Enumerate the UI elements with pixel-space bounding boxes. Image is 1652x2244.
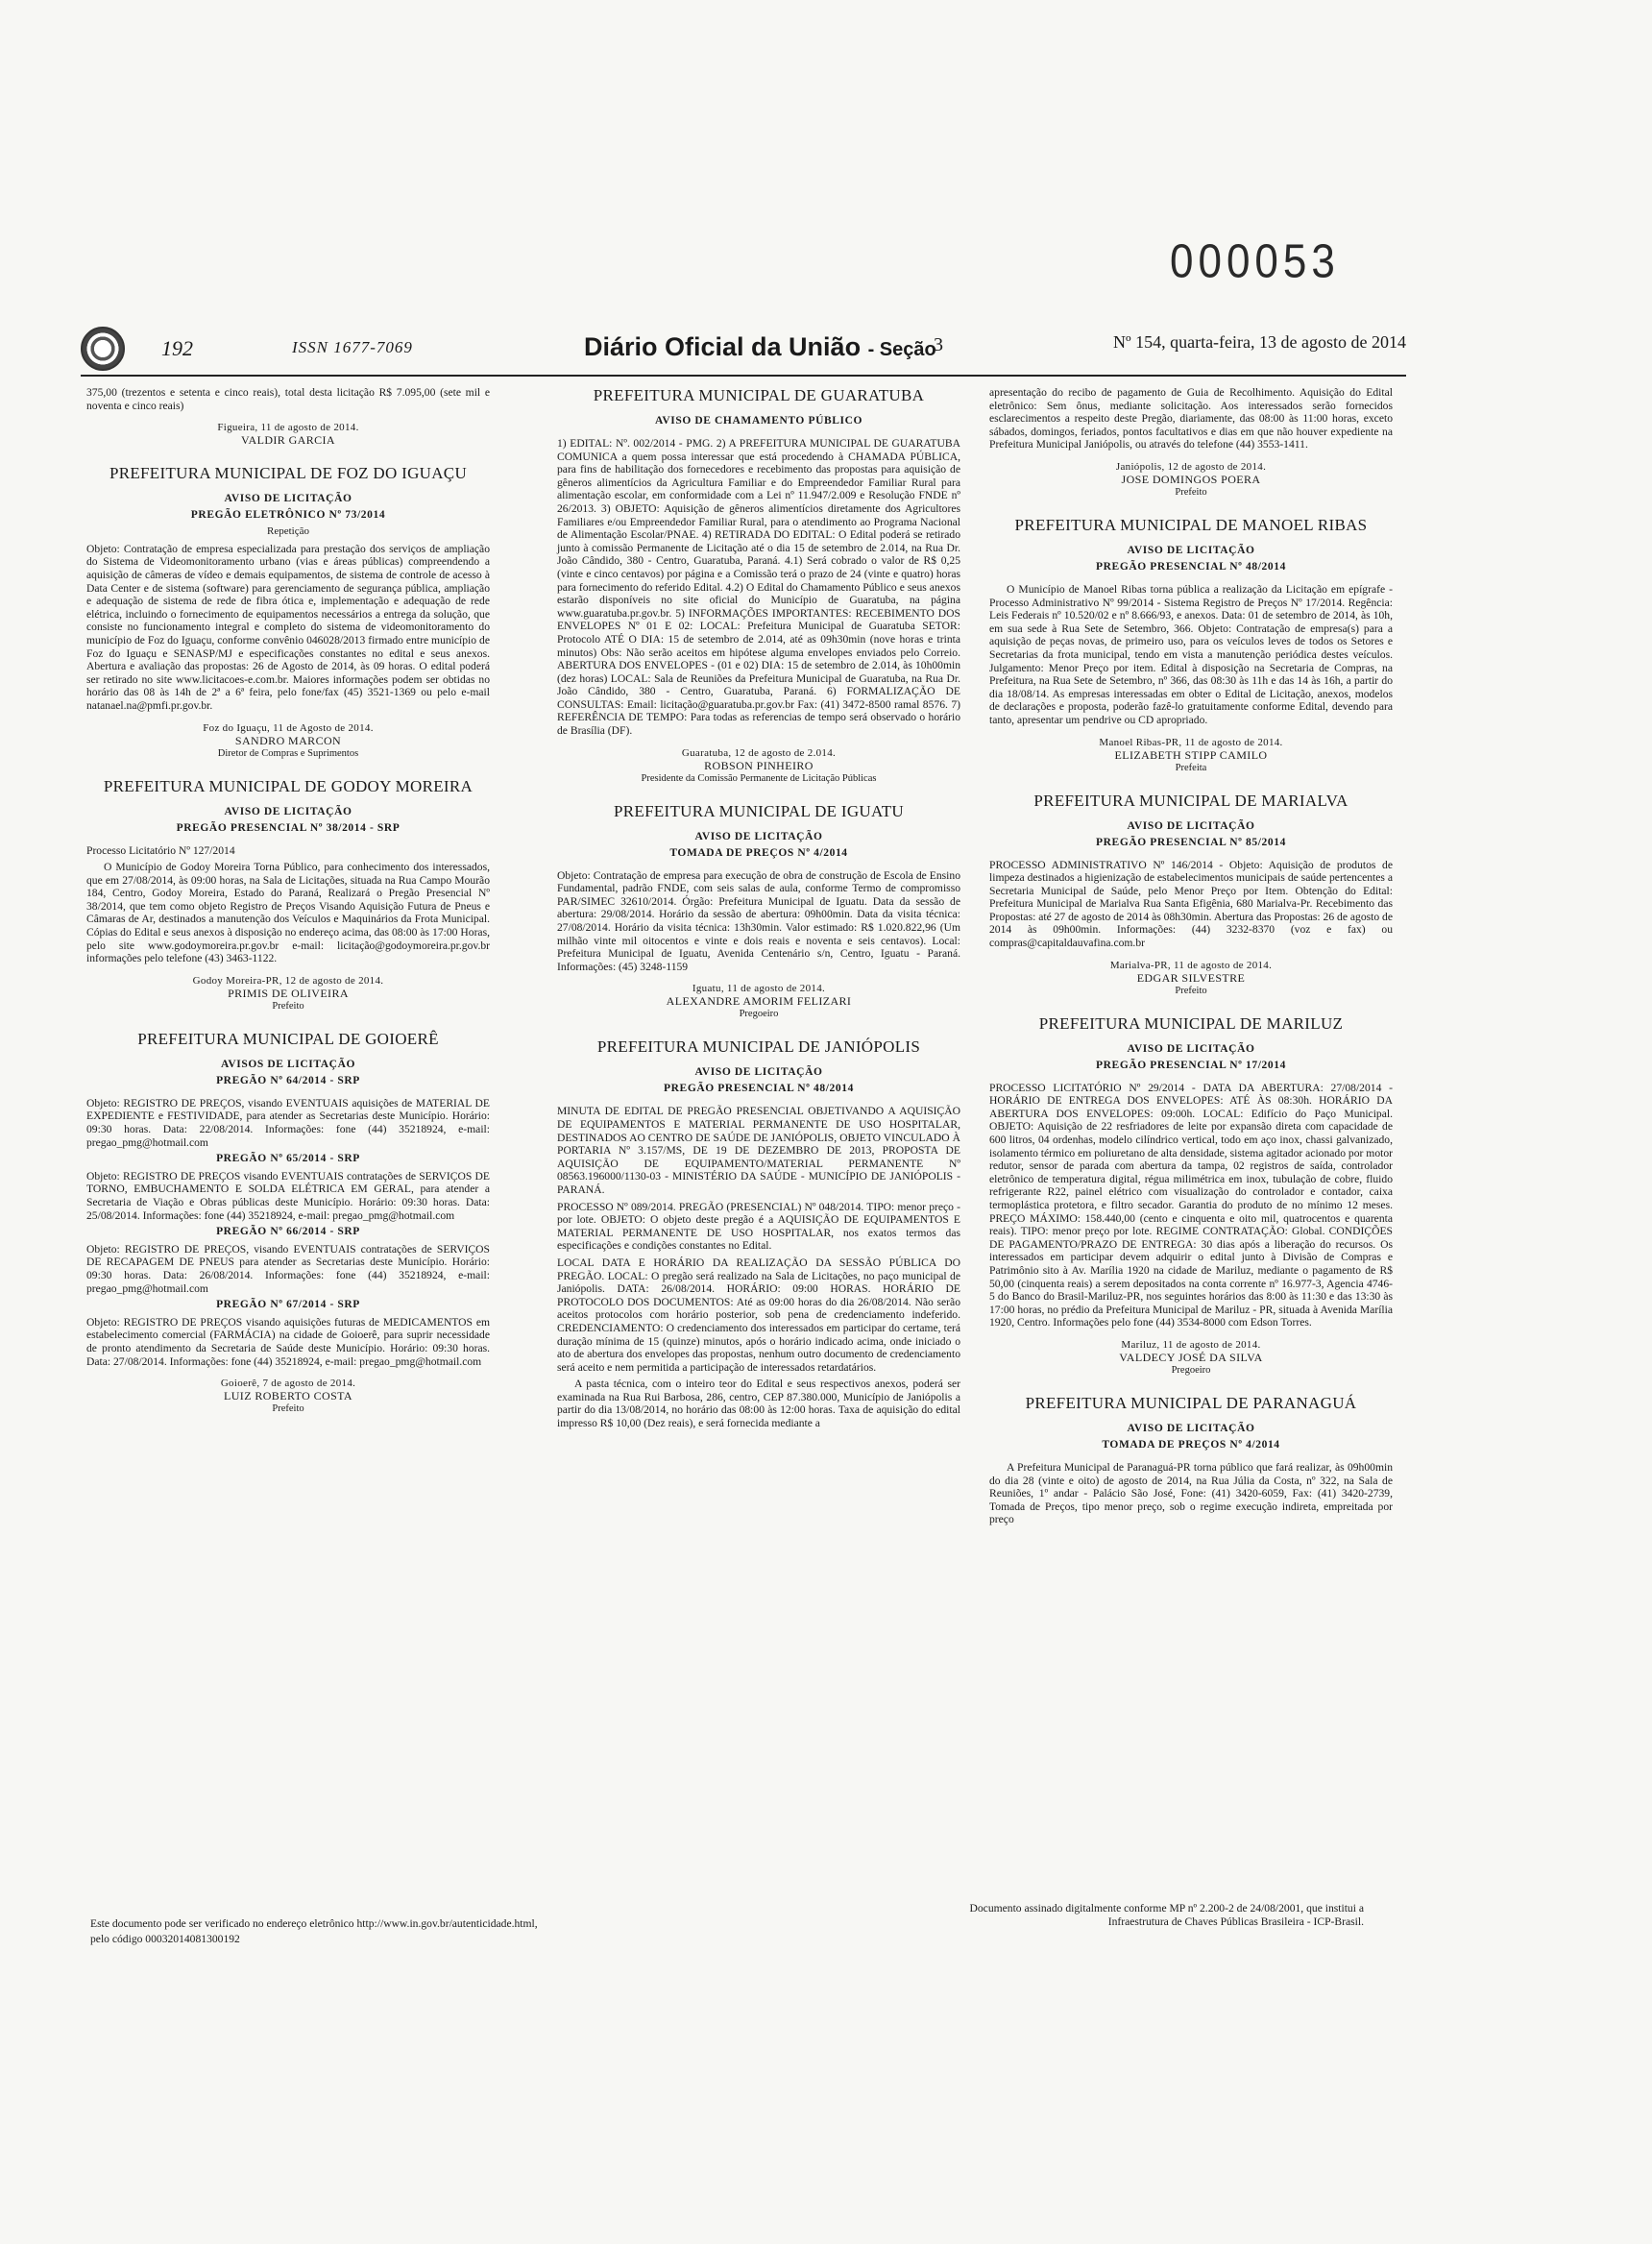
issue-info: Nº 154, quarta-feira, 13 de agosto de 2014 [1113, 332, 1406, 352]
signature-name: VALDIR GARCIA [241, 433, 335, 448]
signature-name: LUIZ ROBERTO COSTA [224, 1389, 352, 1403]
notice-type: AVISOS DE LICITAÇÃO [220, 1058, 356, 1070]
notice-type: AVISO DE LICITAÇÃO [1127, 544, 1255, 556]
signature-place: Foz do Iguaçu, 11 de Agosto de 2014. [203, 721, 374, 734]
signature-name: ALEXANDRE AMORIM FELIZARI [666, 994, 852, 1009]
notice-type: AVISO DE LICITAÇÃO [224, 493, 352, 505]
signature-role: Pregoeiro [739, 1009, 779, 1020]
signature-place: Figueira, 11 de agosto de 2014. [217, 422, 359, 434]
column-1 [86, 386, 490, 1415]
notice-heading: PREFEITURA MUNICIPAL DE PARANAGUÁ [1025, 1393, 1357, 1412]
notice-body: Processo Licitatório Nº 127/2014 [86, 843, 235, 857]
notice-body: Objeto: REGISTRO DE PREÇOS, visando EVENTUAIS contratações de SERVIÇOS DE RECAPAGEM DE PNEUS para atender as Secretarias deste Município. Horário: 09:30 horas. Data: 26/08/2014. Informações: fone (44) 35218924, e-mail: pregao_pmg@hotmail.com [86, 1242, 490, 1295]
notice-number: PREGÃO PRESENCIAL Nº 38/2014 - SRP [176, 821, 401, 834]
column-3 [989, 386, 1393, 1530]
national-seal-icon [81, 327, 125, 371]
notice-body: A Prefeitura Municipal de Paranaguá-PR torna público que fará realizar, às 09h00min do dia 28 (vinte e oito) de agosto de 2014, na Rua Júlia da Costa, nº 322, na Sala de Reuniões, 1º andar - Palácio São José, Fone: (41) 3420-6059, Fax: (41) 3420-2739, Tomada de Preços, tipo menor preço, sob o regime execução indireta, empreitada por preço [989, 1460, 1393, 1526]
signature-place: Mariluz, 11 de agosto de 2014. [1121, 1338, 1261, 1351]
notice-heading: PREFEITURA MUNICIPAL DE MARILUZ [1038, 1013, 1344, 1033]
notice-number: PREGÃO Nº 67/2014 - SRP [216, 1299, 360, 1311]
signature-role: Diretor de Compras e Suprimentos [217, 747, 359, 759]
notice-body: Objeto: REGISTRO DE PREÇOS visando aquisições futuras de MEDICAMENTOS em estabelecimento comercial (FARMÁCIA) na cidade de Goioerê, para suprir necessidade de pronto atendimento da Secretaria de Saúde deste Município. Horário: 09:30 horas. Data: 27/08/2014. Informações: fone (44) 35218924, e-mail: pregao_pmg@hotmail.com [86, 1315, 490, 1368]
signature-role: Pregoeiro [1171, 1364, 1211, 1376]
signature-name: ROBSON PINHEIRO [704, 758, 814, 772]
notice-subtitle: Repetição [267, 525, 309, 538]
verification-line: Este documento pode ser verificado no endereço eletrônico http://www.in.gov.br/autenticidade.html, [90, 1917, 538, 1930]
notice-number: PREGÃO PRESENCIAL Nº 48/2014 [1096, 560, 1286, 573]
signature-name: PRIMIS DE OLIVEIRA [228, 986, 349, 1000]
notice-type: AVISO DE LICITAÇÃO [694, 1066, 823, 1079]
notice-type: AVISO DE LICITAÇÃO [1127, 819, 1255, 832]
notice-type: AVISO DE LICITAÇÃO [224, 805, 352, 817]
notice-heading: PREFEITURA MUNICIPAL DE FOZ DO IGUAÇU [109, 464, 468, 483]
signature-note-line: Infraestrutura de Chaves Públicas Brasileira - ICP-Brasil. [1107, 1915, 1364, 1928]
signature-place: Iguatu, 11 de agosto de 2014. [692, 983, 826, 995]
notice-number: PREGÃO PRESENCIAL Nº 48/2014 [664, 1083, 854, 1095]
notice-number: PREGÃO Nº 64/2014 - SRP [216, 1074, 360, 1086]
notice-heading: PREFEITURA MUNICIPAL DE MARIALVA [1033, 791, 1348, 810]
signature-block [86, 422, 490, 447]
section-number: 3 [934, 334, 943, 355]
signature-role: Prefeito [272, 1000, 304, 1012]
notice-body: LOCAL DATA E HORÁRIO DA REALIZAÇÃO DA SESSÃO PÚBLICA DO PREGÃO. LOCAL: O pregão será realizado na Sala de Licitações, no paço municipal de Janiópolis. DATA: 26/08/2014. HORÁRIO: 09:00 HORAS. HORÁRIO DE PROTOCOLO DOS DOCUMENTOS: Até as 09:00 horas do dia 26/08/2014. Não serão aceitos protocolos com horário posterior, sob pena de credenciamento indeferido. CREDENCIAMENTO: O credenciamento dos interessados em participar do certame, terá duração mínima de 15 (quinze) minutos, após o horário indicado acima, onde iniciado o ato de abertura dos envelopes das propostas, nenhum outro documento de credenciamento será aceito e nem permitida a participação de interessados retardatários. [557, 1256, 960, 1374]
signature-role: Prefeito [1175, 985, 1207, 996]
notice-heading: PREFEITURA MUNICIPAL DE GOIOERÊ [137, 1029, 439, 1048]
notice-body: Objeto: REGISTRO DE PREÇOS visando EVENTUAIS contratações de SERVIÇOS DE TORNO, EMBUCHAMENTO E SOLDA ELÉTRICA EM GERAL, para atender a Secretaria de Viação e Obras públicas deste Município. Horário: 09:30 horas. Data: 25/08/2014. Informações: fone (44) 35218924, e-mail: pregao_pmg@hotmail.com [86, 1169, 490, 1222]
notice-heading: PREFEITURA MUNICIPAL DE MANOEL RIBAS [1014, 515, 1368, 534]
signature-role: Prefeito [1175, 486, 1207, 498]
notice-number: PREGÃO PRESENCIAL Nº 17/2014 [1096, 1059, 1286, 1071]
signature-place: Marialva-PR, 11 de agosto de 2014. [1109, 959, 1273, 971]
notice-body: O Município de Manoel Ribas torna pública a realização da Licitação em epígrafe - Processo Administrativo Nº 99/2014 - Sistema Registro de Preços Nº 17/2014. Regência: Leis Federais nº 10.520/02 e nº 8.666/93, e anexos. Data: 01 de setembro de 2014, às 10h, em sua sede à Rua Sete de Setembro, 366. Objeto: Contratação de empresa(s) para a aquisição de peças novas, de primeiro uso, para os veículos leves de todos os Setores e Secretarias da frota municipal, tendo em vista a manutenção periódica destes veículos. Julgamento: Menor Preço por item. Edital à disposição na Secretaria de Compras, na Prefeitura, na Rua Sete de Setembro, nº 366, das 08:30 às 11h e das 14 às 16h, a partir do dia 18/08/14. As empresas interessadas em obter o Edital de Licitação, anexos, modelos de declarações e proposta, poderão fazê-lo gratuitamente conforme Edital, devendo para tanto, apresentar um pendrive ou CD apropriado. [989, 582, 1393, 726]
signature-name: SANDRO MARCON [234, 733, 342, 747]
section-label: - Seção [867, 339, 936, 360]
notice-number: PREGÃO ELETRÔNICO Nº 73/2014 [190, 509, 386, 522]
notice-number: TOMADA DE PREÇOS Nº 4/2014 [669, 846, 848, 859]
issn: ISSN 1677-7069 [292, 338, 413, 356]
notice-type: AVISO DE LICITAÇÃO [694, 830, 823, 842]
signature-role: Prefeito [272, 1403, 304, 1415]
signature-place: Godoy Moreira-PR, 12 de agosto de 2014. [192, 974, 384, 987]
verification-note [90, 1916, 782, 1947]
signature-name: ELIZABETH STIPP CAMILO [1114, 747, 1268, 762]
notice-body: Objeto: Contratação de empresa especializada para prestação dos serviços de ampliação do Sistema de Videomonitoramento urbano (vias e áreas públicas) compreendendo a aquisição de câmeras de vídeo e demais equipamentos, de sistema de controle de acesso à Data Center e de sistema (software) para gerenciamento de segurança pública, ampliação e adequação de sistema de rede de fibra ótica e, implementação e adequação de rede elétrica, incluindo o fornecimento de equipamentos necessários a entrega da solução, que consiste no funcionamento integral e completo do sistema de videomonitoramento do município de Foz do Iguaçu, conforme convênio 046028/2013 firmado entre município de Foz do Iguaçu e SENASP/MJ e especificações constantes no edital e seus anexos. Abertura e avaliação das propostas: 26 de Agosto de 2014, às 09 horas. O edital poderá ser retirado no site www.licitacoes-e.com.br. Maiores informações podem ser obtidas no horário das 08 às 14h de 2ª a 6ª feira, pelo fone/fax (45) 3521-1369 ou pelo e-mail natanael.na@pmfi.pr.gov.br. [86, 542, 490, 712]
page-number: 192 [161, 336, 193, 360]
notice-body: PROCESSO LICITATÓRIO Nº 29/2014 - DATA DA ABERTURA: 27/08/2014 - HORÁRIO DE ENTREGA DOS ENVELOPES: ATÉ ÀS 08:30h. HORÁRIO DA ABERTURA DOS ENVELOPES: 09:00h. LOCAL: Edifício do Paço Municipal. OBJETO: Aquisição de 22 resfriadores de leite por expansão direta com capacidade de 600 litros, 04 ordenhas, modelo cilíndrico vertical, todo em aço inox, chassi galvanizado, isolamento térmico em poliuretano de alta densidade, sistema agitador acionado por motor redutor, sensor de parada com abertura da tampa, 02 registros de saída, controlador eletrônico de temperatura digital, régua milimétrica em inox, tubulação de cobre, fluido refrigerante R22, painel elétrico com visualização do controlador e contador, caixa termoplástica protetora, e filtro secador. Garantia do produto de no mínimo 12 meses. PREÇO MÁXIMO: 158.440,00 (cento e cinquenta e oito mil, quatrocentos e quarenta reais). TIPO: menor preço por lote. REGIME CONTRATAÇÃO: Global. CONDIÇÕES DE PAGAMENTO/PRAZO DE ENTREGA: 30 dias após a liberação do recursos. Os interessados em participar devem adquirir o edital junto à Divisão de Compras e Patrimônio sito à Av. Marília 1920 na cidade de Mariluz, mediante o pagamento de R$ 50,00 (cinquenta reais) a serem depositados na conta corrente nº 16.977-3, Agencia 4746-5 do Banco do Brasil-Mariluz-PR, nos seguintes horários das 8:00 às 11:30 e das 13:30 às 17:00 horas, no prédio da Prefeitura Municipal de Mariluz - PR, situada à Avenida Marília 1920, Centro. Informações pelo fone (44) 3534-8000 com Edson Torres. [989, 1081, 1393, 1329]
notice-body: 1) EDITAL: Nº. 002/2014 - PMG. 2) A PREFEITURA MUNICIPAL DE GUARATUBA COMUNICA a quem possa interessar que está procedendo à CHAMADA PÚBLICA, para fins de habilitação dos fornecedores e recebimento das propostas para aquisição de gêneros alimentícios da Agricultura Familiar e do Empreendedor Familiar Rural para alimentação escolar, em conformidade com a Lei nº 11.947/2.009 e Resolução FNDE nº 26/2013. 3) OBJETO: Aquisição de gêneros alimentícios diretamente dos Agricultores Familiares e/ou Empreendedor Familiar Rural, para o atendimento ao Programa Nacional de Alimentação Escolar/PNAE. 4) RETIRADA DO EDITAL: O Edital poderá se retirado junto à comissão Permanente de Licitação até o dia 15 de setembro de 2.014, na Rua Dr. João Cândido, 380 - Centro, Guaratuba, Paraná. 4.1) Será cobrado o valor de R$ 0,25 (vinte e cinco centavos) por página e a Comissão terá o prazo de 24 (vinte e quatro) horas para fornecimento do referido Edital. 4.2) O Edital do Chamamento Público e seus anexos estarão disponíveis no site oficial do Município de Guaratuba, na página www.guaratuba.pr.gov.br. 5) INFORMAÇÕES IMPORTANTES: RECEBIMENTO DOS ENVELOPES Nº 01 E 02: LOCAL: Prefeitura Municipal de Guaratuba SETOR: Protocolo ATÉ O DIA: 15 de setembro de 2.014, até as 09h30min (nove horas e trinta minutos) Obs: Não serão aceitos em hipótese alguma envelopes enviados pelo Correio. ABERTURA DOS ENVELOPES - (01 e 02) DIA: 15 de setembro de 2.014, às 10h00min (dez horas) LOCAL: Sala de Reuniões da Prefeitura Municipal de Guaratuba, na Rua Dr. João Cândido, 380 - Centro, Guaratuba, Paraná. 6) FORMALIZAÇÃO DE CONSULTAS: Email: licitação@guaratuba.pr.gov.br Fax: (41) 3472-8500 ramal 8576. 7) REFERÊNCIA DE TEMPO: Para todas as referencias de tempo será observado o horário de Brasília (DF). [557, 437, 960, 738]
signature-block [86, 975, 490, 1012]
signature-block [989, 1339, 1393, 1377]
notice-number: TOMADA DE PREÇOS Nº 4/2014 [1102, 1438, 1280, 1451]
digital-signature-note [864, 1902, 1364, 1929]
notice-type: AVISO DE LICITAÇÃO [1127, 1042, 1255, 1055]
signature-note-line: Documento assinado digitalmente conforme MP nº 2.200-2 de 24/08/2001, que institui a [969, 1902, 1364, 1915]
signature-block [86, 1378, 490, 1415]
signature-name: JOSE DOMINGOS POERA [1121, 472, 1261, 486]
signature-role: Prefeita [1175, 762, 1207, 773]
notice-body: PROCESSO ADMINISTRATIVO Nº 146/2014 - Objeto: Aquisição de produtos de limpeza destinados a higienização de estabelecimentos municipais de saúde pertencentes a Secretaria Municipal de Saúde, pelo Menor Preço por Item. Obtenção do Edital: Prefeitura Municipal de Marialva Rua Santa Efigênia, 680 Marialva-Pr. Recebimento das Propostas: até 27 de agosto de 2014 às 08h30min. Abertura das Propostas: 26 de agosto de 2014 às 09h00min. Informações: (44) 3232-8370 (voz e fax) ou compras@capitaldauvafina.com.br [989, 858, 1393, 950]
page-header [81, 323, 1406, 377]
notice-body: MINUTA DE EDITAL DE PREGÃO PRESENCIAL OBJETIVANDO A AQUISIÇÃO DE EQUIPAMENTOS E MATERIAL PERMANENTE DE USO HOSPITALAR, DESTINADOS AO CENTRO DE SAÚDE DE JANIÓPOLIS, OBJETO VINCULADO À PORTARIA Nº 3.157/MS, DE 19 DE DEZEMBRO DE 2013, PROPOSTA DE AQUISIÇÃO DE EQUIPAMENTO/MATERIAL PERMANENTE Nº 08563.196000/1130-03 - MINISTÉRIO DA SAÚDE - MUNICÍPIO DE JANIÓPOLIS - PARANÁ. [557, 1105, 960, 1196]
notice-body: A pasta técnica, com o inteiro teor do Edital e seus respectivos anexos, poderá ser examinada na Rua Rui Barbosa, 286, centro, CEP 87.380.000, Município de Janiópolis a partir do dia 13/08/2014, no horário das 08:00 às 12:00 horas. Taxa de aquisição do edital impresso R$ 10,00 (Dez reais), e será fornecida mediante a [557, 1378, 960, 1430]
signature-place: Janiópolis, 12 de agosto de 2014. [1115, 460, 1267, 473]
verification-code: pelo código 00032014081300192 [90, 1933, 240, 1945]
notice-type: AVISO DE CHAMAMENTO PÚBLICO [654, 415, 863, 427]
signature-block [989, 960, 1393, 997]
signature-name: VALDECY JOSÉ DA SILVA [1119, 1350, 1263, 1364]
signature-block [989, 461, 1393, 499]
title-text: Diário Oficial da União [584, 332, 862, 361]
notice-number: PREGÃO Nº 66/2014 - SRP [216, 1226, 360, 1238]
signature-block [989, 737, 1393, 774]
signature-role: Presidente da Comissão Permanente de Licitação Públicas [641, 772, 877, 784]
signature-name: EDGAR SILVESTRE [1136, 970, 1246, 985]
notice-heading: PREFEITURA MUNICIPAL DE JANIÓPOLIS [596, 1037, 921, 1057]
notice-heading: PREFEITURA MUNICIPAL DE IGUATU [614, 801, 904, 820]
signature-block [557, 983, 960, 1020]
signature-place: Goioerê, 7 de agosto de 2014. [220, 1378, 356, 1390]
notice-number: PREGÃO PRESENCIAL Nº 85/2014 [1096, 836, 1286, 848]
notice-type: AVISO DE LICITAÇÃO [1127, 1422, 1255, 1434]
notice-body: PROCESSO Nº 089/2014. PREGÃO (PRESENCIAL) Nº 048/2014. TIPO: menor preço - por lote. OBJETO: O objeto deste pregão é a AQUISIÇÃO DE EQUIPAMENTOS E MATERIAL PERMANENTE DE USO HOSPITALAR, nos exatos termos das especificações e condições constantes no Edital. [557, 1200, 960, 1253]
header-rule [81, 375, 1406, 377]
signature-place: Manoel Ribas-PR, 11 de agosto de 2014. [1099, 736, 1283, 748]
notice-body: Objeto: REGISTRO DE PREÇOS, visando EVENTUAIS aquisições de MATERIAL DE EXPEDIENTE e FESTIVIDADE, para atender as Secretarias deste Município. Horário: 09:30 horas. Data: 22/08/2014. Informações: fone (44) 35218924, e-mail: pregao_pmg@hotmail.com [86, 1096, 490, 1149]
signature-block [86, 722, 490, 760]
page-stamp-number: 000053 [1170, 235, 1340, 288]
notice-heading: PREFEITURA MUNICIPAL DE GUARATUBA [593, 386, 925, 404]
signature-place: Guaratuba, 12 de agosto de 2.014. [681, 746, 837, 759]
notice-body: Objeto: Contratação de empresa para execução de obra de construção de Escola de Ensino Fundamental, padrão FNDE, com seis salas de aula, conforme Termo de compromisso PAR/SIMEC 32610/2014. Órgão: Prefeitura Municipal de Iguatu. Data da sessão de abertura: 29/08/2014. Horário da sessão de abertura: 09h00min. Data da visita técnica: 27/08/2014. Horário da visita técnica: 13h30min. Valor estimado: R$ 1.020.822,96 (Um milhão vinte mil oitocentos e vinte e dois reais e noventa e seis centavos). Local: Prefeitura Municipal de Iguatu, Avenida Centenário s/n, Centro, Iguatu - Paraná. Informações: (45) 3248-1159 [557, 868, 960, 973]
signature-block [557, 747, 960, 785]
notice-heading: PREFEITURA MUNICIPAL DE GODOY MOREIRA [103, 776, 474, 795]
column-2 [557, 386, 960, 1434]
notice-number: PREGÃO Nº 65/2014 - SRP [216, 1153, 360, 1165]
continuation-text: 375,00 (trezentos e setenta e cinco reais), total desta licitação R$ 7.095,00 (sete mil e noventa e cinco reais) [86, 386, 490, 412]
continuation-text: apresentação do recibo de pagamento de Guia de Recolhimento. Aquisição do Edital eletrônico: Sem ônus, mediante solicitação. Aos interessados serão fornecidos esclarecimentos a respeito deste Pregão, diariamente, das 08:00 às 11:00 horas, exceto sábados, domingos, feriados, pontos facultativos e dias em que não houver expediente na Prefeitura Municipal Janiópolis, ou através do telefone (44) 3553-1411. [989, 386, 1393, 451]
publication-title [584, 332, 936, 362]
notice-body: O Município de Godoy Moreira Torna Público, para conhecimento dos interessados, que em 27/08/2014, às 09:00 horas, na Sala de Licitações, situada na Rua Campo Mourão 184, Centro, Godoy Moreira, Estado do Paraná, Realizará o Pregão Presencial Nº 38/2014, que tem como objeto Registro de Preços Visando Aquisição Futura de Pneus e Câmaras de Ar, destinados a manutenção dos Veículos e Maquinários da Frota Municipal. Cópias do Edital e seus anexos à disposição no endereço acima, das 08:00 às 17:00 Horas, pelo site www.godoymoreira.pr.gov.br e-mail: licitação@godoymoreira.pr.gov.br informações pelo telefone (43) 3463-1122. [86, 861, 490, 965]
